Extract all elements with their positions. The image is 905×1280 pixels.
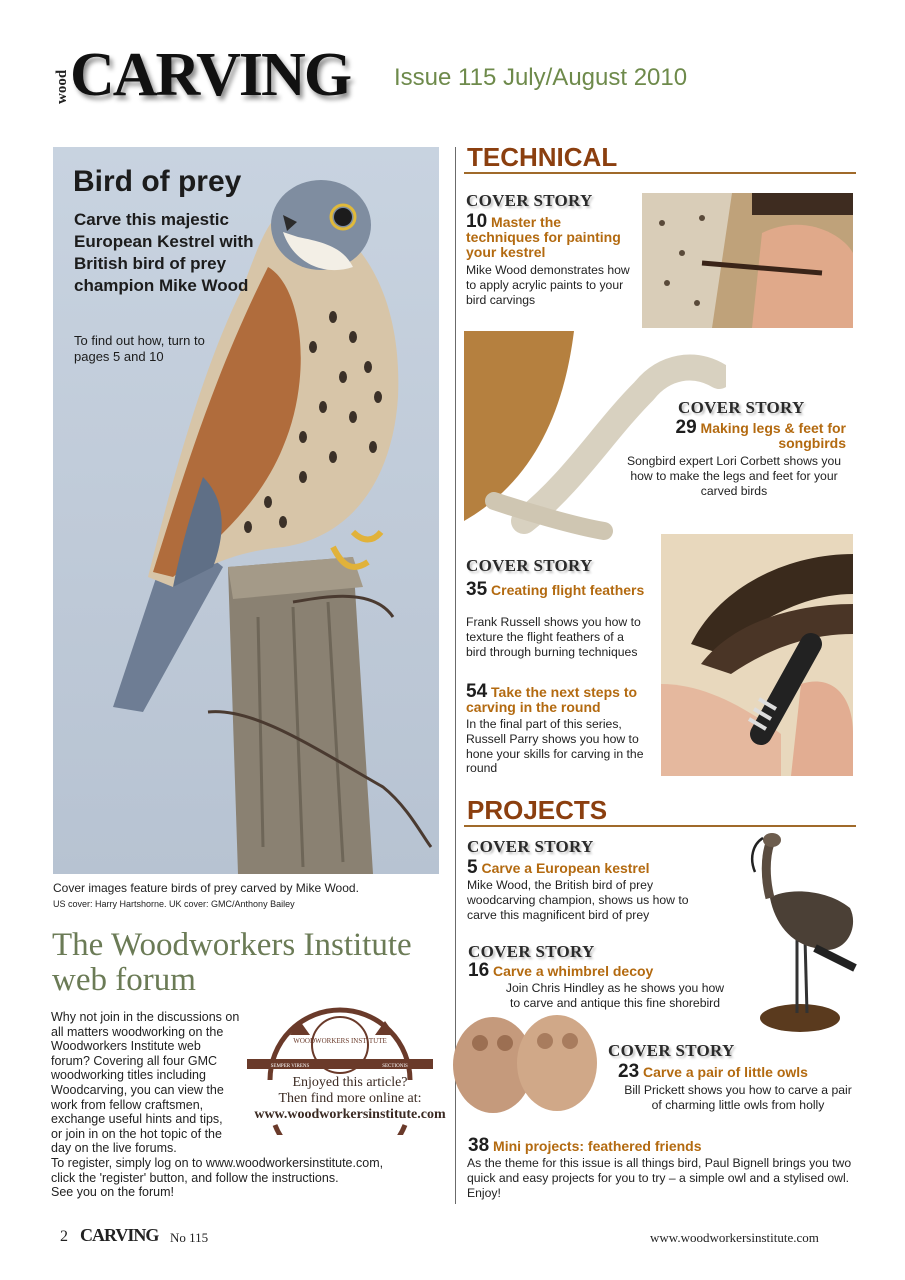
forum-line: To register, simply log on to www.woodworkersinstitute.com,: [51, 1155, 384, 1170]
article-body: Mike Wood demonstrates how to apply acrylic paints to your bird carvings: [466, 263, 630, 307]
forum-line: Woodworkers Institute web: [51, 1039, 201, 1054]
cover-caption: Cover images feature birds of prey carved by Mike Wood.: [53, 881, 359, 895]
technical-heading: TECHNICAL: [467, 142, 618, 172]
cover-story-label: COVER STORY: [467, 837, 594, 856]
article-page-number: 54: [466, 681, 488, 702]
promo-url-link[interactable]: www.woodworkersinstitute.com: [254, 1107, 446, 1122]
cover-story-label: COVER STORY: [466, 191, 593, 210]
article-title-text: Master the techniques for painting your kestrel: [466, 214, 621, 260]
article-title: [468, 1135, 858, 1156]
article-body: Bill Prickett shows you how to carve a pair of charming little owls from holly: [624, 1083, 852, 1112]
article-title-text: Carve a European kestrel: [481, 860, 650, 876]
article-page-number: 23: [618, 1061, 640, 1082]
forum-title: The Woodworkers Institute web forum: [52, 927, 412, 998]
forum-line: day on the live forums.: [51, 1141, 177, 1156]
footer-url[interactable]: www.woodworkersinstitute.com: [650, 1230, 819, 1245]
article-title: [466, 681, 651, 715]
article-title: [646, 417, 846, 451]
article-page-number: 16: [468, 960, 490, 981]
cover-story-label: COVER STORY: [466, 556, 593, 575]
article-body: As the theme for this issue is all things bird, Paul Bignell brings you two quick and easy projects for you to try – a simple owl and a stylised owl. Enjoy!: [467, 1156, 852, 1200]
seal-motto-right: SECTIONIS: [382, 1064, 408, 1069]
article-title: [618, 1061, 858, 1082]
pyrography-photo: [661, 534, 853, 776]
article-title-text: Mini projects: feathered friends: [493, 1138, 702, 1154]
forum-line: woodworking titles including: [51, 1068, 206, 1083]
article-page-number: 5: [467, 857, 478, 878]
technical-rule: [464, 172, 856, 174]
forum-line: work from fellow craftsmen,: [51, 1097, 204, 1112]
forum-line: click the 'register' button, and follow the instructions.: [51, 1170, 339, 1185]
forum-line: all matters woodworking on the: [51, 1024, 224, 1039]
forum-line: Why not join in the discussions on: [51, 1010, 240, 1024]
article-title-text: Creating flight feathers: [491, 582, 645, 598]
cover-story-label: COVER STORY: [468, 942, 595, 961]
cover-credits: US cover: Harry Hartshorne. UK cover: GMC/Anthony Bailey: [53, 899, 295, 909]
forum-line: Woodcarving, you can view the: [51, 1082, 224, 1097]
article-body: In the final part of this series, Russell Parry shows you how to hone your skills for carving in the round: [466, 717, 644, 776]
article-page-number: 10: [466, 211, 488, 232]
forum-promo: [250, 1075, 450, 1123]
footer-logo: CARVING: [80, 1225, 159, 1245]
magazine-logo: CARVING: [70, 41, 351, 109]
article-page-number: 29: [675, 417, 697, 438]
article-body: Frank Russell shows you how to texture the flight feathers of a bird through burning techniques: [466, 615, 641, 659]
cover-story-label: COVER STORY: [608, 1041, 735, 1060]
article-title-text: Carve a pair of little owls: [643, 1064, 808, 1080]
article-page-number: 38: [468, 1135, 490, 1156]
article-title: [466, 211, 626, 260]
article-title: [467, 857, 707, 878]
page-number: 2: [60, 1228, 68, 1245]
promo-line-1: Enjoyed this article?: [292, 1075, 408, 1090]
cover-title: Bird of prey: [73, 165, 242, 198]
cover-subtitle: Carve this majestic European Kestrel with British bird of prey champion Mike Wood: [74, 210, 254, 295]
forum-line: See you on the forum!: [51, 1185, 174, 1200]
logo-wood-text: wood: [54, 69, 70, 104]
forum-line: or join in on the hot topic of the: [51, 1126, 222, 1141]
projects-rule: [464, 825, 856, 827]
article-title-text: Carve a whimbrel decoy: [493, 963, 654, 979]
cover-image: [53, 147, 439, 874]
article-body: Mike Wood, the British bird of prey woodcarving champion, shows us how to carve this magnificent bird of prey: [467, 878, 689, 922]
footer-issue: No 115: [170, 1230, 209, 1245]
article-body: Join Chris Hindley as he shows you how to carve and antique this fine shorebird: [505, 981, 725, 1010]
cover-story-label: COVER STORY: [678, 398, 805, 417]
article-title-text: Take the next steps to carving in the round: [466, 684, 638, 715]
article-body: Songbird expert Lori Corbett shows you how to make the legs and feet for your carved birds: [626, 454, 842, 498]
painting-photo: [642, 193, 853, 328]
owls-photo: [445, 1005, 605, 1115]
issue-line: Issue 115 July/August 2010: [394, 64, 688, 91]
forum-line: exchange useful hints and tips,: [51, 1112, 223, 1127]
promo-line-2: Then find more online at:: [278, 1091, 422, 1106]
article-title: [466, 579, 656, 600]
article-title-text: Making legs & feet for songbirds: [700, 420, 846, 451]
forum-line: forum? Covering all four GMC: [51, 1053, 218, 1068]
projects-heading: PROJECTS: [467, 795, 608, 825]
article-page-number: 35: [466, 579, 488, 600]
cover-turn-text: To find out how, turn to pages 5 and 10: [74, 333, 205, 364]
seal-text: WOODWORKERS INSTITUTE: [293, 1037, 387, 1045]
whimbrel-photo: [735, 828, 865, 1040]
seal-motto-left: SEMPER VIRENS: [270, 1064, 310, 1069]
article-title: [468, 960, 708, 981]
